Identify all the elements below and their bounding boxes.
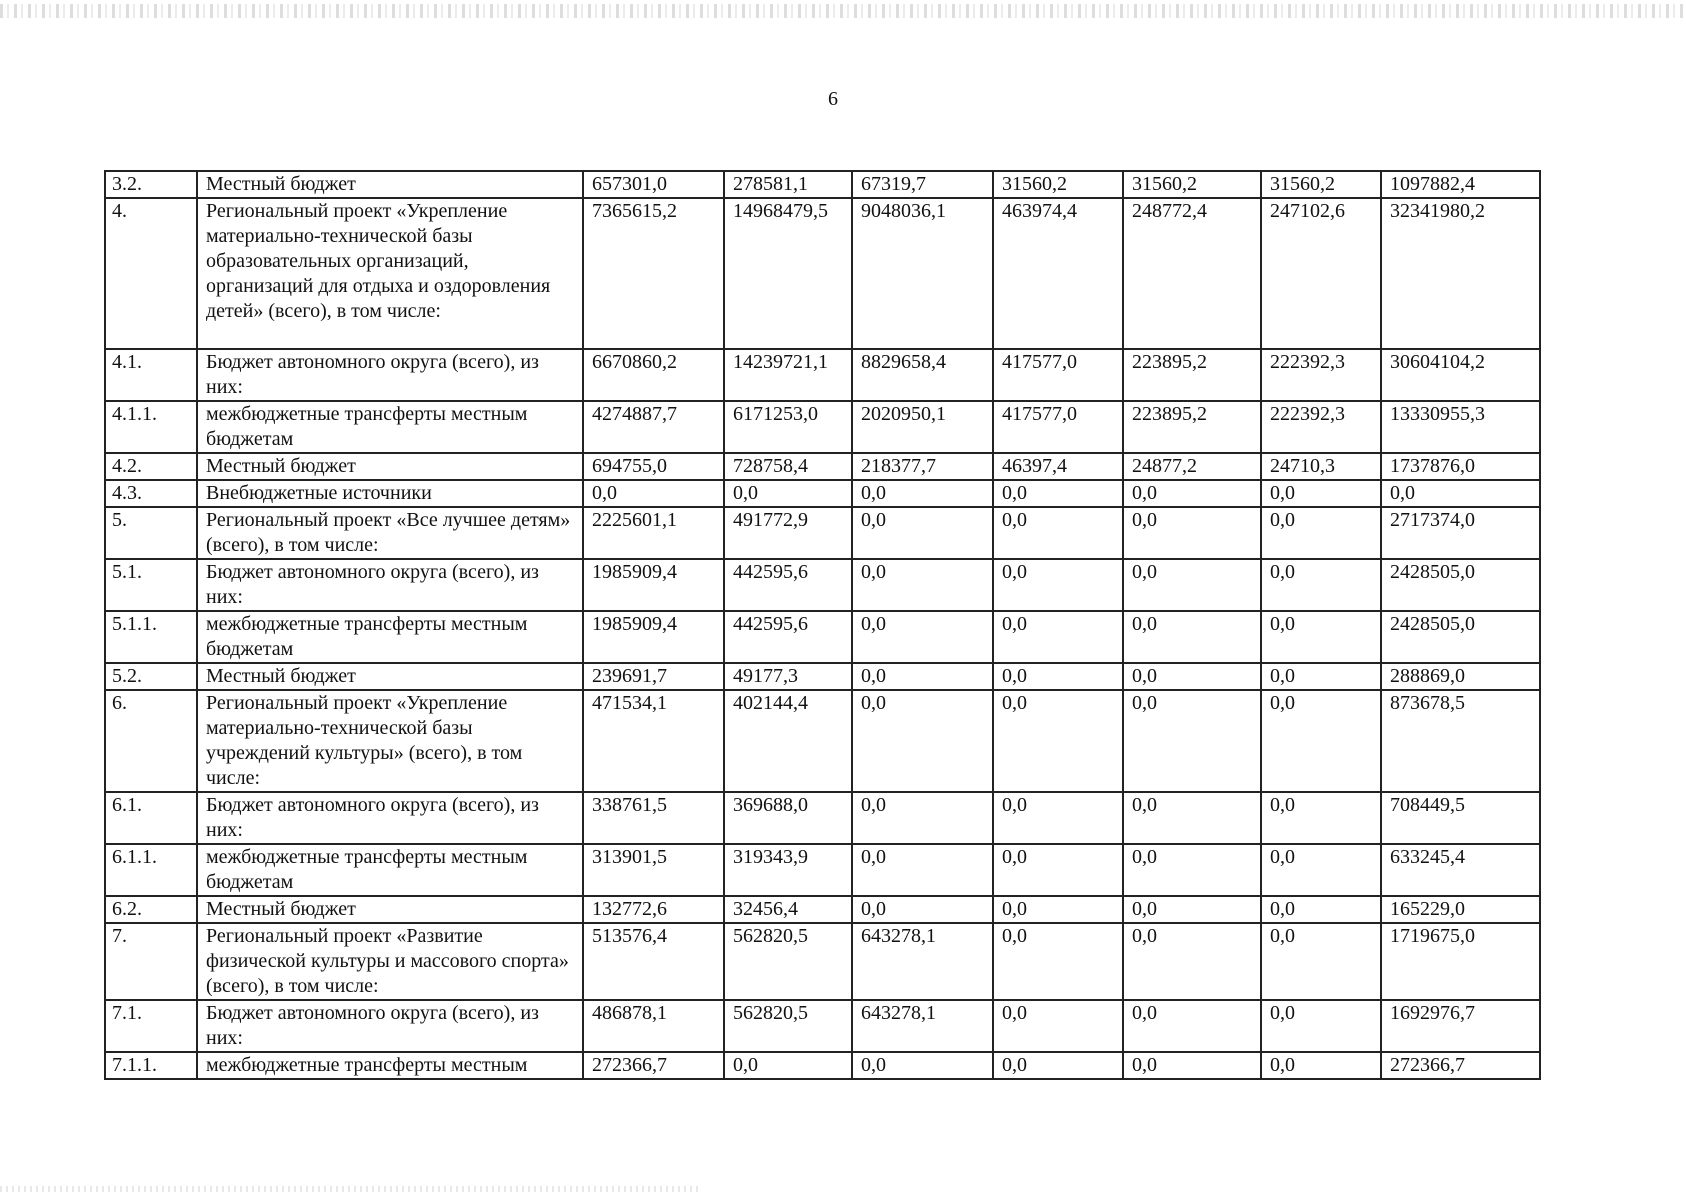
value-cell: 313901,5	[583, 844, 724, 896]
value-cell: 0,0	[1123, 507, 1261, 559]
value-cell: 1719675,0	[1381, 923, 1540, 1000]
value-cell: 2717374,0	[1381, 507, 1540, 559]
value-cell: 562820,5	[724, 923, 852, 1000]
value-cell: 0,0	[1261, 663, 1381, 690]
value-cell: 0,0	[1261, 923, 1381, 1000]
value-cell: 0,0	[993, 896, 1123, 923]
row-number: 4.	[105, 198, 197, 349]
value-cell: 165229,0	[1381, 896, 1540, 923]
value-cell: 0,0	[993, 844, 1123, 896]
table-row	[105, 844, 1540, 896]
value-cell: 442595,6	[724, 611, 852, 663]
value-cell: 0,0	[852, 663, 993, 690]
value-cell: 657301,0	[583, 171, 724, 198]
value-cell: 0,0	[993, 663, 1123, 690]
value-cell: 0,0	[1261, 1052, 1381, 1079]
value-cell: 272366,7	[1381, 1052, 1540, 1079]
value-cell: 223895,2	[1123, 349, 1261, 401]
value-cell: 643278,1	[852, 923, 993, 1000]
table-row	[105, 349, 1540, 401]
value-cell: 30604104,2	[1381, 349, 1540, 401]
table-body	[105, 171, 1540, 1079]
table-row	[105, 1000, 1540, 1052]
value-cell: 633245,4	[1381, 844, 1540, 896]
value-cell: 239691,7	[583, 663, 724, 690]
row-name: межбюджетные трансферты местным бюджетам	[197, 844, 583, 896]
row-number: 7.	[105, 923, 197, 1000]
value-cell: 0,0	[852, 611, 993, 663]
table-row	[105, 663, 1540, 690]
value-cell: 694755,0	[583, 453, 724, 480]
table-row	[105, 171, 1540, 198]
value-cell: 0,0	[993, 1000, 1123, 1052]
value-cell: 8829658,4	[852, 349, 993, 401]
row-number: 6.2.	[105, 896, 197, 923]
value-cell: 6171253,0	[724, 401, 852, 453]
value-cell: 562820,5	[724, 1000, 852, 1052]
value-cell: 471534,1	[583, 690, 724, 792]
value-cell: 248772,4	[1123, 198, 1261, 349]
row-number: 4.1.1.	[105, 401, 197, 453]
value-cell: 0,0	[1123, 1052, 1261, 1079]
value-cell: 1985909,4	[583, 559, 724, 611]
value-cell: 0,0	[1123, 896, 1261, 923]
value-cell: 14239721,1	[724, 349, 852, 401]
value-cell: 1737876,0	[1381, 453, 1540, 480]
value-cell: 31560,2	[1261, 171, 1381, 198]
value-cell: 1692976,7	[1381, 1000, 1540, 1052]
value-cell: 0,0	[993, 1052, 1123, 1079]
row-name: Местный бюджет	[197, 171, 583, 198]
row-name: межбюджетные трансферты местным бюджетам	[197, 401, 583, 453]
table-row	[105, 611, 1540, 663]
value-cell: 0,0	[993, 480, 1123, 507]
row-number: 5.	[105, 507, 197, 559]
value-cell: 491772,9	[724, 507, 852, 559]
row-number: 7.1.	[105, 1000, 197, 1052]
row-name: Бюджет автономного округа (всего), из них:	[197, 559, 583, 611]
row-name: Местный бюджет	[197, 453, 583, 480]
row-number: 4.2.	[105, 453, 197, 480]
value-cell: 0,0	[724, 480, 852, 507]
row-name: Бюджет автономного округа (всего), из них:	[197, 349, 583, 401]
value-cell: 0,0	[1123, 923, 1261, 1000]
row-number: 4.1.	[105, 349, 197, 401]
value-cell: 223895,2	[1123, 401, 1261, 453]
value-cell: 0,0	[1261, 507, 1381, 559]
row-number: 7.1.1.	[105, 1052, 197, 1079]
value-cell: 0,0	[852, 480, 993, 507]
value-cell: 0,0	[993, 923, 1123, 1000]
value-cell: 6670860,2	[583, 349, 724, 401]
table-row	[105, 198, 1540, 349]
value-cell: 0,0	[1123, 792, 1261, 844]
value-cell: 1097882,4	[1381, 171, 1540, 198]
value-cell: 67319,7	[852, 171, 993, 198]
value-cell: 49177,3	[724, 663, 852, 690]
value-cell: 218377,7	[852, 453, 993, 480]
value-cell: 0,0	[583, 480, 724, 507]
row-number: 5.1.	[105, 559, 197, 611]
row-name: Региональный проект «Укрепление материально-технической базы учреждений культуры» (всего), в том числе:	[197, 690, 583, 792]
value-cell: 272366,7	[583, 1052, 724, 1079]
value-cell: 319343,9	[724, 844, 852, 896]
value-cell: 0,0	[1123, 480, 1261, 507]
value-cell: 247102,6	[1261, 198, 1381, 349]
table-row	[105, 559, 1540, 611]
row-name: Региональный проект «Все лучшее детям» (всего), в том числе:	[197, 507, 583, 559]
value-cell: 873678,5	[1381, 690, 1540, 792]
value-cell: 402144,4	[724, 690, 852, 792]
table-row	[105, 690, 1540, 792]
row-name: Внебюджетные источники	[197, 480, 583, 507]
value-cell: 708449,5	[1381, 792, 1540, 844]
value-cell: 0,0	[1123, 663, 1261, 690]
value-cell: 0,0	[1123, 1000, 1261, 1052]
row-name: Региональный проект «Развитие физической культуры и массового спорта» (всего), в том числе:	[197, 923, 583, 1000]
value-cell: 31560,2	[1123, 171, 1261, 198]
value-cell: 13330955,3	[1381, 401, 1540, 453]
table-row	[105, 507, 1540, 559]
scan-edge-artifact	[0, 1186, 700, 1192]
row-name: межбюджетные трансферты местным бюджетам	[197, 611, 583, 663]
row-name: Региональный проект «Укрепление материально-технической базы образовательных организаций, организаций для отдыха и оздоровления детей» (всего), в том числе:	[197, 198, 583, 349]
value-cell: 0,0	[1261, 896, 1381, 923]
value-cell: 32341980,2	[1381, 198, 1540, 349]
row-name: Местный бюджет	[197, 896, 583, 923]
value-cell: 0,0	[852, 896, 993, 923]
row-number: 6.1.1.	[105, 844, 197, 896]
value-cell: 0,0	[1381, 480, 1540, 507]
page-number: 6	[828, 88, 838, 110]
value-cell: 442595,6	[724, 559, 852, 611]
value-cell: 643278,1	[852, 1000, 993, 1052]
value-cell: 0,0	[852, 690, 993, 792]
table-row	[105, 896, 1540, 923]
value-cell: 513576,4	[583, 923, 724, 1000]
value-cell: 9048036,1	[852, 198, 993, 349]
value-cell: 0,0	[1261, 844, 1381, 896]
scan-edge-artifact	[0, 4, 1686, 18]
value-cell: 278581,1	[724, 171, 852, 198]
value-cell: 4274887,7	[583, 401, 724, 453]
value-cell: 486878,1	[583, 1000, 724, 1052]
value-cell: 463974,4	[993, 198, 1123, 349]
value-cell: 288869,0	[1381, 663, 1540, 690]
value-cell: 0,0	[1261, 480, 1381, 507]
value-cell: 0,0	[1123, 844, 1261, 896]
value-cell: 0,0	[993, 507, 1123, 559]
value-cell: 132772,6	[583, 896, 724, 923]
table-row	[105, 923, 1540, 1000]
value-cell: 0,0	[852, 792, 993, 844]
value-cell: 1985909,4	[583, 611, 724, 663]
value-cell: 2020950,1	[852, 401, 993, 453]
row-number: 5.1.1.	[105, 611, 197, 663]
value-cell: 0,0	[852, 1052, 993, 1079]
value-cell: 369688,0	[724, 792, 852, 844]
value-cell: 46397,4	[993, 453, 1123, 480]
row-number: 6.	[105, 690, 197, 792]
value-cell: 222392,3	[1261, 401, 1381, 453]
table-row	[105, 401, 1540, 453]
value-cell: 32456,4	[724, 896, 852, 923]
value-cell: 0,0	[1261, 792, 1381, 844]
value-cell: 338761,5	[583, 792, 724, 844]
table-row	[105, 453, 1540, 480]
value-cell: 0,0	[1123, 611, 1261, 663]
row-name: Местный бюджет	[197, 663, 583, 690]
value-cell: 0,0	[1123, 559, 1261, 611]
value-cell: 7365615,2	[583, 198, 724, 349]
value-cell: 417577,0	[993, 401, 1123, 453]
row-number: 6.1.	[105, 792, 197, 844]
row-name: Бюджет автономного округа (всего), из них:	[197, 792, 583, 844]
value-cell: 0,0	[852, 844, 993, 896]
budget-table	[104, 170, 1541, 1080]
value-cell: 0,0	[1261, 690, 1381, 792]
value-cell: 0,0	[993, 611, 1123, 663]
value-cell: 0,0	[1261, 559, 1381, 611]
value-cell: 24710,3	[1261, 453, 1381, 480]
table-row	[105, 480, 1540, 507]
row-number: 4.3.	[105, 480, 197, 507]
value-cell: 417577,0	[993, 349, 1123, 401]
row-number: 3.2.	[105, 171, 197, 198]
row-name: Бюджет автономного округа (всего), из них:	[197, 1000, 583, 1052]
value-cell: 0,0	[852, 559, 993, 611]
table-row	[105, 1052, 1540, 1079]
value-cell: 0,0	[993, 792, 1123, 844]
value-cell: 728758,4	[724, 453, 852, 480]
value-cell: 0,0	[1261, 1000, 1381, 1052]
value-cell: 222392,3	[1261, 349, 1381, 401]
row-number: 5.2.	[105, 663, 197, 690]
row-name: межбюджетные трансферты местным	[197, 1052, 583, 1079]
value-cell: 0,0	[1123, 690, 1261, 792]
value-cell: 0,0	[724, 1052, 852, 1079]
value-cell: 0,0	[852, 507, 993, 559]
value-cell: 0,0	[1261, 611, 1381, 663]
value-cell: 14968479,5	[724, 198, 852, 349]
value-cell: 2428505,0	[1381, 559, 1540, 611]
table-row	[105, 792, 1540, 844]
value-cell: 2225601,1	[583, 507, 724, 559]
value-cell: 0,0	[993, 559, 1123, 611]
value-cell: 0,0	[993, 690, 1123, 792]
value-cell: 24877,2	[1123, 453, 1261, 480]
value-cell: 2428505,0	[1381, 611, 1540, 663]
value-cell: 31560,2	[993, 171, 1123, 198]
